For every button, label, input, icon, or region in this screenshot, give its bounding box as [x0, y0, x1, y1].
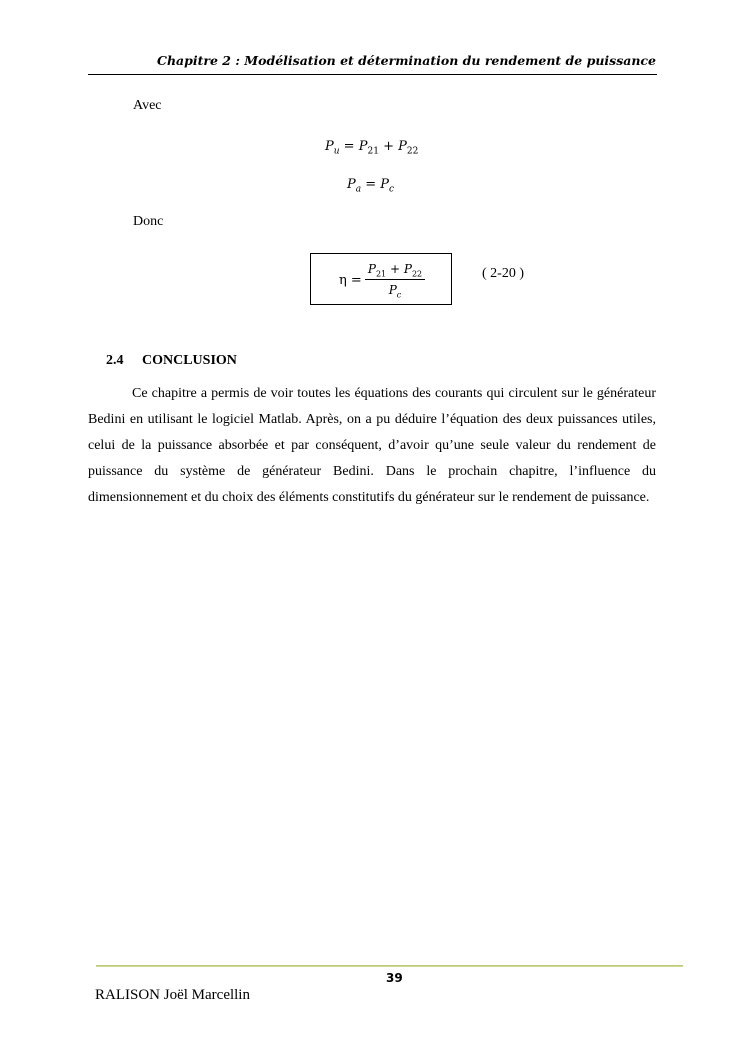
conclusion-paragraph: Ce chapitre a permis de voir toutes les équations des courants qui circulent sur le générateur Bedini en utilisant le logiciel Matlab. Après, on a pu déduire l’équation des deux puissances utiles, celui de la puissance absorbée et par conséquent, d’avoir qu’une seule valeur du rendement de puissance du système de générateur Bedini. Dans le prochain chapitre, l’influence du dimensionnement et du choix des éléments constitutifs du générateur sur le rendement de puissance.: [88, 386, 656, 505]
text-avec: Avec: [133, 98, 162, 113]
pa-lhs-sub: a: [355, 184, 362, 195]
num-plus: +: [389, 262, 401, 276]
fraction-numerator: [363, 262, 427, 278]
eta-symbol: η =: [339, 273, 362, 288]
section-number: 2.4: [106, 353, 124, 368]
efficiency-equation-box: [310, 253, 452, 305]
pu-term2: P: [398, 139, 407, 154]
num-p1-sub: 21: [375, 269, 387, 279]
author-name: RALISON Joël Marcellin: [95, 987, 250, 1003]
pa-rhs: P: [380, 177, 390, 192]
num-p1: P: [367, 262, 376, 276]
header-rule: [88, 74, 657, 75]
text-donc: Donc: [133, 214, 164, 229]
equation-pu: $P_u = P_{21} + P_{22}$: [325, 139, 419, 157]
pu-lhs-sub: u: [333, 146, 340, 157]
chapter-header: Chapitre 2 : Modélisation et détermination du rendement de puissance: [157, 53, 656, 68]
pa-rhs-sub: c: [389, 184, 395, 195]
den-p-sub: c: [396, 290, 402, 300]
pu-term2-sub: 22: [406, 146, 419, 157]
equation-number: ( 2-20 ): [482, 266, 524, 281]
fraction-bar: [365, 279, 425, 280]
num-p2-sub: 22: [411, 269, 423, 279]
equation-pa: $P_a = P_c$: [347, 177, 395, 195]
page-number: 39: [386, 971, 403, 985]
section-heading: [106, 353, 237, 369]
footer-rule: [96, 965, 683, 967]
pu-term1-sub: 21: [367, 146, 379, 157]
pu-lhs: P: [325, 139, 334, 154]
num-p2: P: [403, 262, 412, 276]
section-title: CONCLUSION: [142, 353, 237, 368]
pa-lhs: P: [347, 177, 356, 192]
den-p: P: [388, 283, 397, 297]
pu-plus: +: [383, 139, 394, 154]
pu-term1: P: [358, 139, 368, 154]
fraction-denominator: [363, 283, 427, 299]
